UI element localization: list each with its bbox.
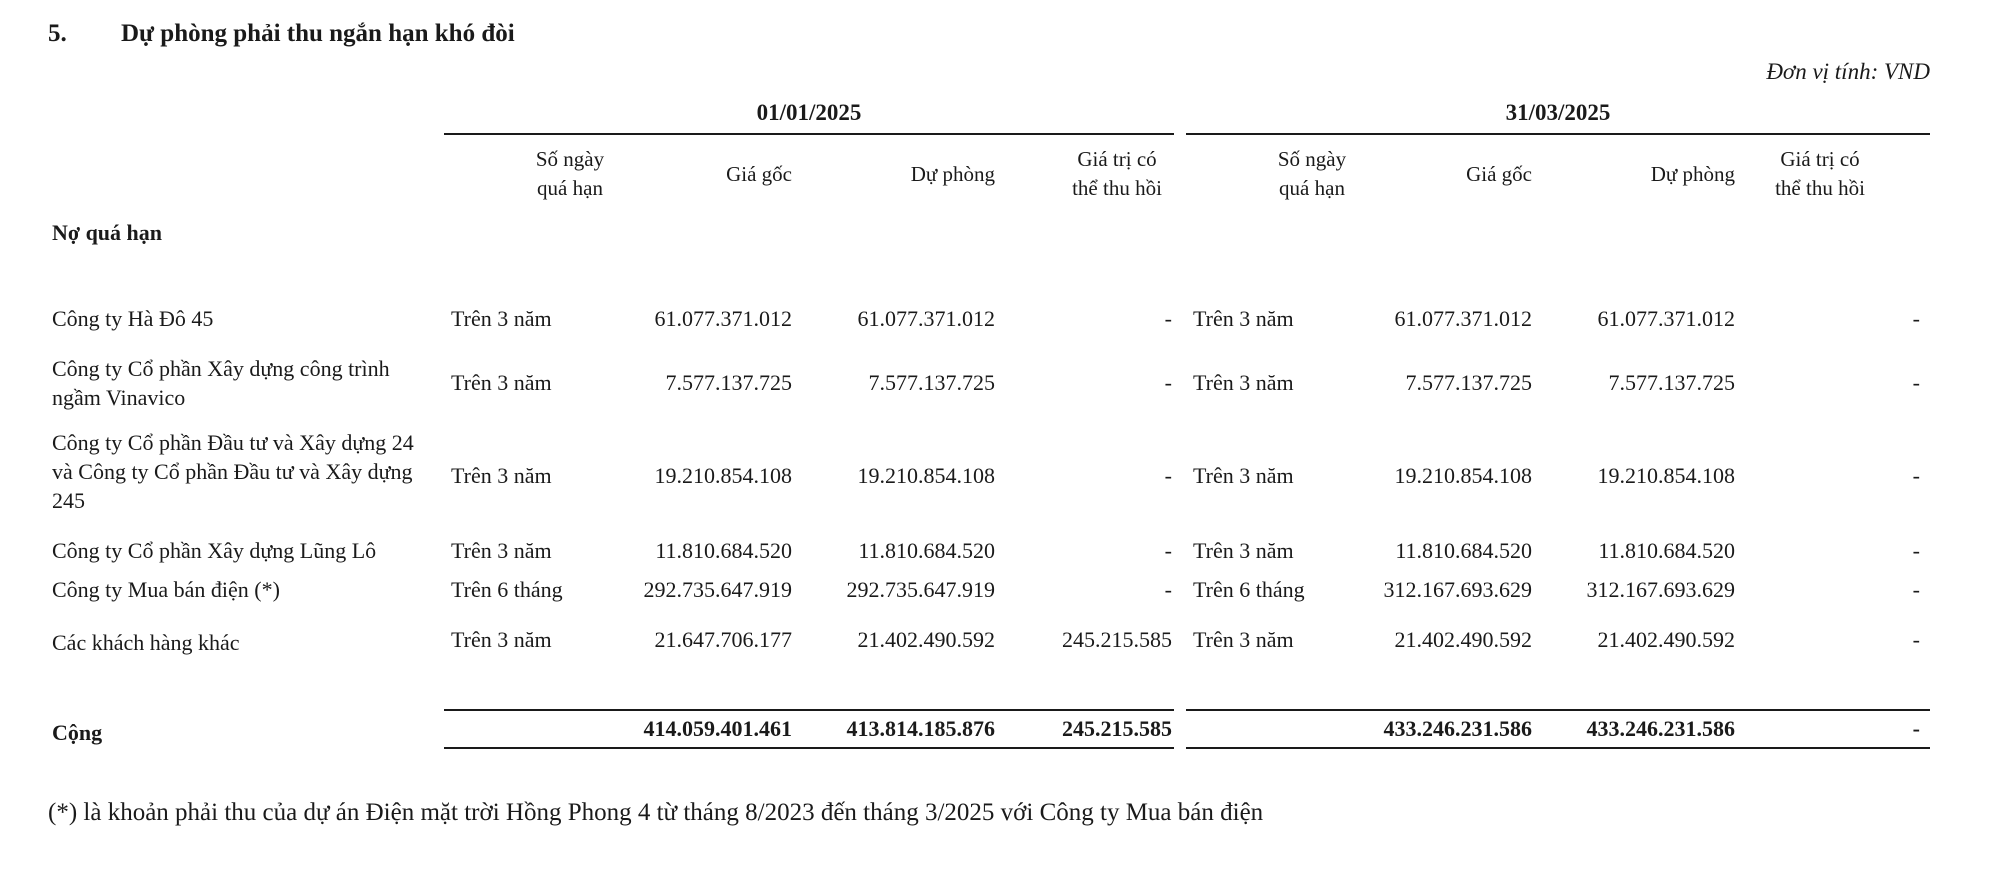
p1-cost: 61.077.371.012	[654, 306, 792, 331]
p1-cost: 292.735.647.919	[643, 577, 792, 602]
p2-recoverable: -	[1912, 306, 1920, 331]
period-header-2: 31/03/2025	[1505, 100, 1611, 125]
p1-recoverable: -	[1164, 538, 1172, 563]
total-bottom-rule-2	[1186, 747, 1930, 749]
p1-recoverable: -	[1164, 370, 1172, 395]
p2-provision: 312.167.693.629	[1586, 577, 1735, 602]
p1-provision: 292.735.647.919	[846, 577, 995, 602]
p2-overdue: Trên 3 năm	[1193, 538, 1294, 563]
col-provision-2: Dự phòng	[1650, 162, 1735, 186]
p2-provision: 19.210.854.108	[1597, 463, 1735, 488]
p1-provision: 21.402.490.592	[857, 627, 995, 652]
p2-cost: 21.402.490.592	[1394, 627, 1532, 652]
p1-provision: 11.810.684.520	[858, 538, 995, 563]
total-p2-recoverable: -	[1912, 716, 1920, 741]
p1-overdue: Trên 3 năm	[451, 538, 552, 563]
row-name: Công ty Mua bán điện (*)	[52, 577, 280, 602]
p1-provision: 61.077.371.012	[857, 306, 995, 331]
section-number: 5.	[48, 20, 67, 47]
group-label: Nợ quá hạn	[52, 220, 163, 245]
total-bottom-rule-1	[444, 747, 1174, 749]
total-label: Cộng	[52, 720, 103, 745]
p2-cost: 7.577.137.725	[1405, 370, 1532, 395]
row-name: Công ty Hà Đô 45	[52, 306, 214, 331]
col-recoverable-1: Giá trị có thể thu hồi	[1072, 147, 1162, 200]
p2-overdue: Trên 6 tháng	[1193, 577, 1305, 602]
total-p2-cost: 433.246.231.586	[1383, 716, 1532, 741]
col-cost-2: Giá gốc	[1466, 162, 1532, 186]
p1-recoverable: -	[1164, 463, 1172, 488]
p2-cost: 61.077.371.012	[1394, 306, 1532, 331]
p2-provision: 21.402.490.592	[1597, 627, 1735, 652]
p1-cost: 21.647.706.177	[654, 627, 792, 652]
p2-provision: 61.077.371.012	[1597, 306, 1735, 331]
p2-overdue: Trên 3 năm	[1193, 627, 1294, 652]
p2-overdue: Trên 3 năm	[1193, 306, 1294, 331]
total-p1-provision: 413.814.185.876	[846, 716, 995, 741]
p1-recoverable: 245.215.585	[1062, 627, 1172, 652]
p1-overdue: Trên 6 tháng	[451, 577, 563, 602]
p1-cost: 19.210.854.108	[654, 463, 792, 488]
period-1-underline	[444, 133, 1174, 135]
unit-note: Đơn vị tính: VND	[1766, 59, 1930, 84]
total-p1-cost: 414.059.401.461	[643, 716, 792, 741]
row-name: Công ty Cổ phần Xây dựng công trình ngầm Vinavico	[52, 356, 390, 410]
col-cost-1: Giá gốc	[726, 162, 792, 186]
p2-recoverable: -	[1912, 627, 1920, 652]
footnote: (*) là khoản phải thu của dự án Điện mặt trời Hồng Phong 4 từ tháng 8/2023 đến tháng 3/2025 với Công ty Mua bán điện	[48, 799, 1264, 826]
p2-cost: 11.810.684.520	[1395, 538, 1532, 563]
p1-overdue: Trên 3 năm	[451, 627, 552, 652]
p1-provision: 19.210.854.108	[857, 463, 995, 488]
p2-provision: 11.810.684.520	[1598, 538, 1735, 563]
col-recoverable-2: Giá trị có thể thu hồi	[1775, 147, 1865, 200]
total-top-rule-1	[444, 709, 1174, 711]
row-name: Công ty Cổ phần Xây dựng Lũng Lô	[52, 538, 377, 563]
p1-recoverable: -	[1164, 306, 1172, 331]
p2-cost: 312.167.693.629	[1383, 577, 1532, 602]
section-title: Dự phòng phải thu ngắn hạn khó đòi	[121, 20, 515, 47]
col-provision-1: Dự phòng	[910, 162, 995, 186]
p2-provision: 7.577.137.725	[1608, 370, 1735, 395]
p1-overdue: Trên 3 năm	[451, 370, 552, 395]
period-header-1: 01/01/2025	[756, 100, 862, 125]
p2-cost: 19.210.854.108	[1394, 463, 1532, 488]
p2-recoverable: -	[1912, 577, 1920, 602]
p2-recoverable: -	[1912, 370, 1920, 395]
col-days-overdue-2: Số ngày quá hạn	[1277, 147, 1347, 200]
p2-recoverable: -	[1912, 538, 1920, 563]
p1-recoverable: -	[1164, 577, 1172, 602]
col-days-overdue-1: Số ngày quá hạn	[535, 147, 605, 200]
p2-overdue: Trên 3 năm	[1193, 370, 1294, 395]
row-name: Công ty Cổ phần Đầu tư và Xây dựng 24 và Công ty Cổ phần Đầu tư và Xây dựng 245	[52, 430, 414, 513]
p2-recoverable: -	[1912, 463, 1920, 488]
p2-overdue: Trên 3 năm	[1193, 463, 1294, 488]
total-top-rule-2	[1186, 709, 1930, 711]
row-name: Các khách hàng khác	[52, 630, 240, 655]
p1-provision: 7.577.137.725	[868, 370, 995, 395]
p1-overdue: Trên 3 năm	[451, 463, 552, 488]
period-2-underline	[1186, 133, 1930, 135]
total-p1-recoverable: 245.215.585	[1062, 716, 1172, 741]
p1-cost: 7.577.137.725	[665, 370, 792, 395]
total-p2-provision: 433.246.231.586	[1586, 716, 1735, 741]
p1-cost: 11.810.684.520	[655, 538, 792, 563]
p1-overdue: Trên 3 năm	[451, 306, 552, 331]
